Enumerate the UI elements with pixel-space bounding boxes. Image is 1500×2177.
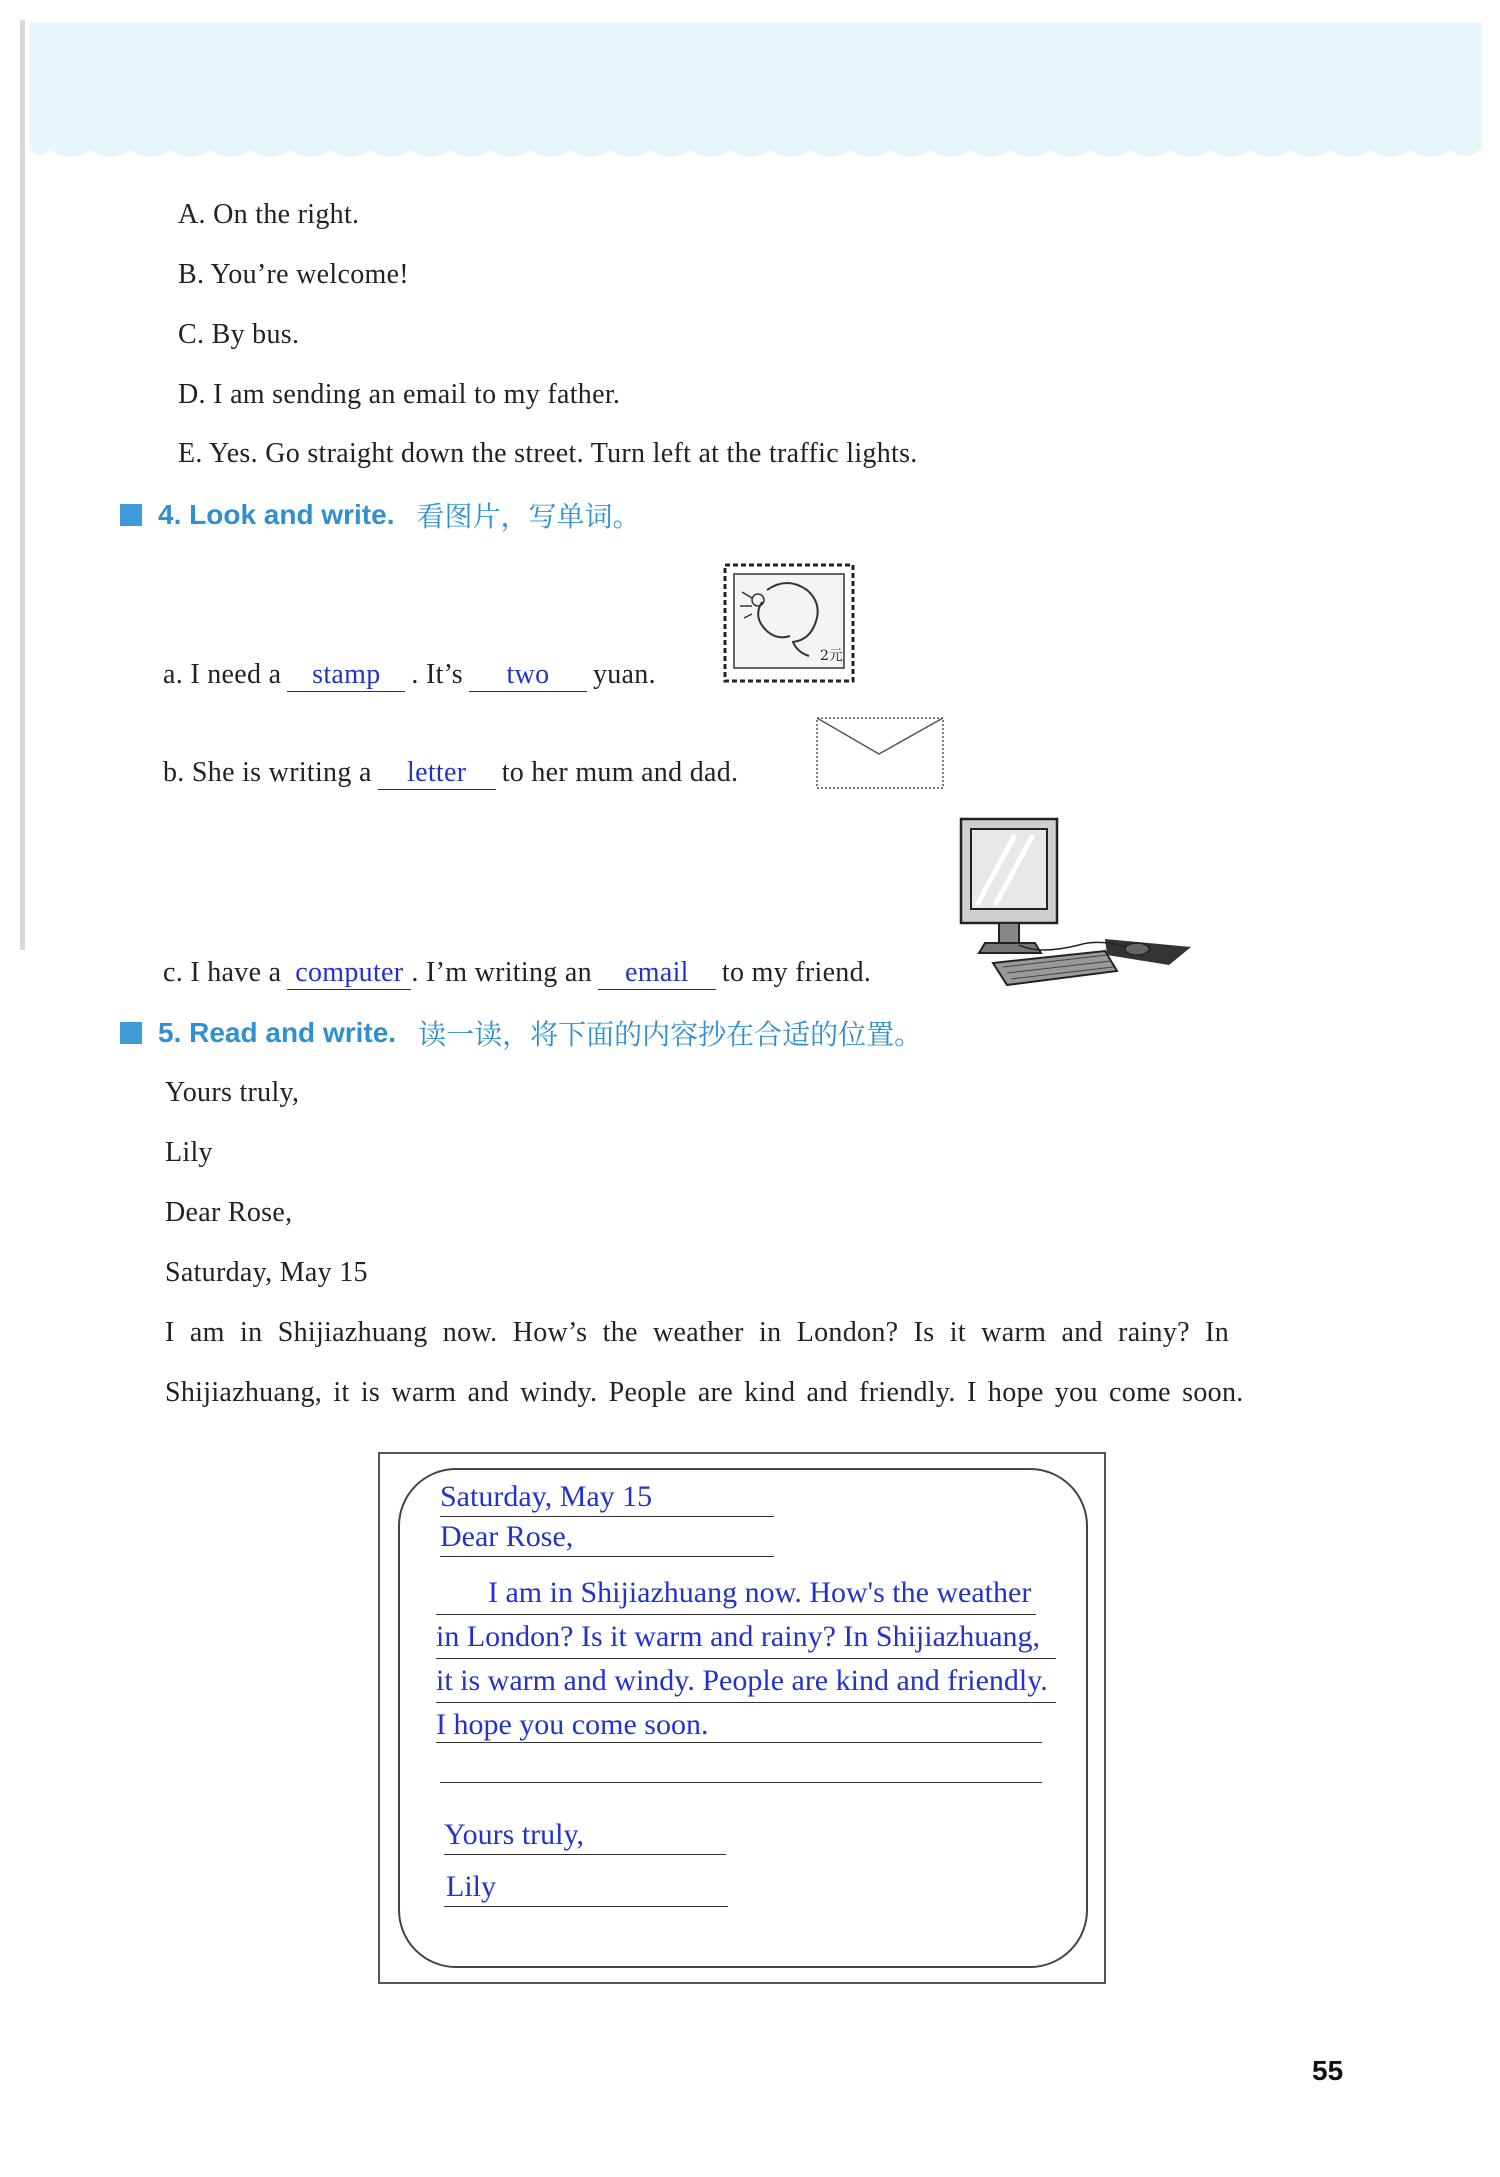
stamp-value: 2元	[820, 648, 843, 664]
closing-rule	[444, 1854, 726, 1855]
passage-line-2: Shijiazhuang, it is warm and windy. People are kind and friendly. I hope you come soon.	[165, 1377, 1244, 1408]
letter-signature: Lily	[446, 1870, 496, 1903]
section-5-title: 5. Read and write.	[158, 1017, 397, 1048]
envelope-icon	[815, 716, 945, 790]
section-4-title: 4. Look and write.	[158, 499, 395, 530]
section-square-icon	[120, 1022, 142, 1044]
q4a-line: a. I need a stamp . It’s two yuan.	[163, 659, 656, 690]
date-rule	[440, 1516, 774, 1517]
page-number: 55	[1312, 2055, 1344, 2086]
body-rule-1	[436, 1614, 1036, 1615]
section-5-heading	[120, 1013, 922, 1053]
option-b: B. You’re welcome!	[178, 259, 409, 290]
option-e: E. Yes. Go straight down the street. Turn left at the traffic lights.	[178, 438, 918, 469]
item-yours-truly: Yours truly,	[165, 1077, 300, 1108]
section-4-title-cn: 看图片，写单词。	[416, 500, 641, 533]
q4b-line: b. She is writing a letter to her mum and dad.	[163, 757, 739, 788]
section-4-heading	[120, 495, 641, 535]
letter-body-2: in London? Is it warm and rainy? In Shijiazhuang,	[436, 1620, 1041, 1653]
letter-date: Saturday, May 15	[440, 1480, 653, 1513]
signature-rule	[444, 1906, 728, 1907]
option-c: C. By bus.	[178, 319, 300, 350]
computer-icon	[955, 815, 1195, 995]
option-a: A. On the right.	[178, 199, 360, 230]
answer-stamp: stamp	[287, 659, 405, 692]
item-dear-rose: Dear Rose,	[165, 1197, 293, 1228]
letter-closing: Yours truly,	[444, 1818, 585, 1851]
letter-answer-box	[378, 1452, 1106, 1984]
header-wave-edge	[30, 126, 1482, 166]
answer-email: email	[598, 957, 716, 990]
letter-greeting: Dear Rose,	[440, 1520, 574, 1553]
scan-edge	[20, 20, 25, 950]
body-rule-4	[436, 1742, 1042, 1743]
body-rule-5	[440, 1782, 1042, 1783]
answer-letter: letter	[378, 757, 496, 790]
answer-computer: computer	[287, 957, 411, 990]
section-square-icon	[120, 504, 142, 526]
body-rule-2	[436, 1658, 1056, 1659]
letter-body-3: it is warm and windy. People are kind and friendly.	[436, 1664, 1048, 1697]
body-rule-3	[436, 1702, 1056, 1703]
letter-body-1: I am in Shijiazhuang now. How's the weather	[488, 1576, 1032, 1609]
item-date: Saturday, May 15	[165, 1257, 368, 1288]
option-d: D. I am sending an email to my father.	[178, 379, 621, 410]
answer-two: two	[469, 659, 587, 692]
q4c-line: c. I have a computer . I’m writing an email to my friend.	[163, 957, 872, 988]
passage-line-1: I am in Shijiazhuang now. How’s the weather in London? Is it warm and rainy? In	[165, 1317, 1230, 1348]
section-5-title-cn: 读一读，将下面的内容抄在合适的位置。	[418, 1018, 923, 1051]
item-lily: Lily	[165, 1137, 213, 1168]
greeting-rule	[440, 1556, 774, 1557]
stamp-icon	[722, 562, 856, 684]
letter-body-4: I hope you come soon.	[436, 1708, 709, 1741]
